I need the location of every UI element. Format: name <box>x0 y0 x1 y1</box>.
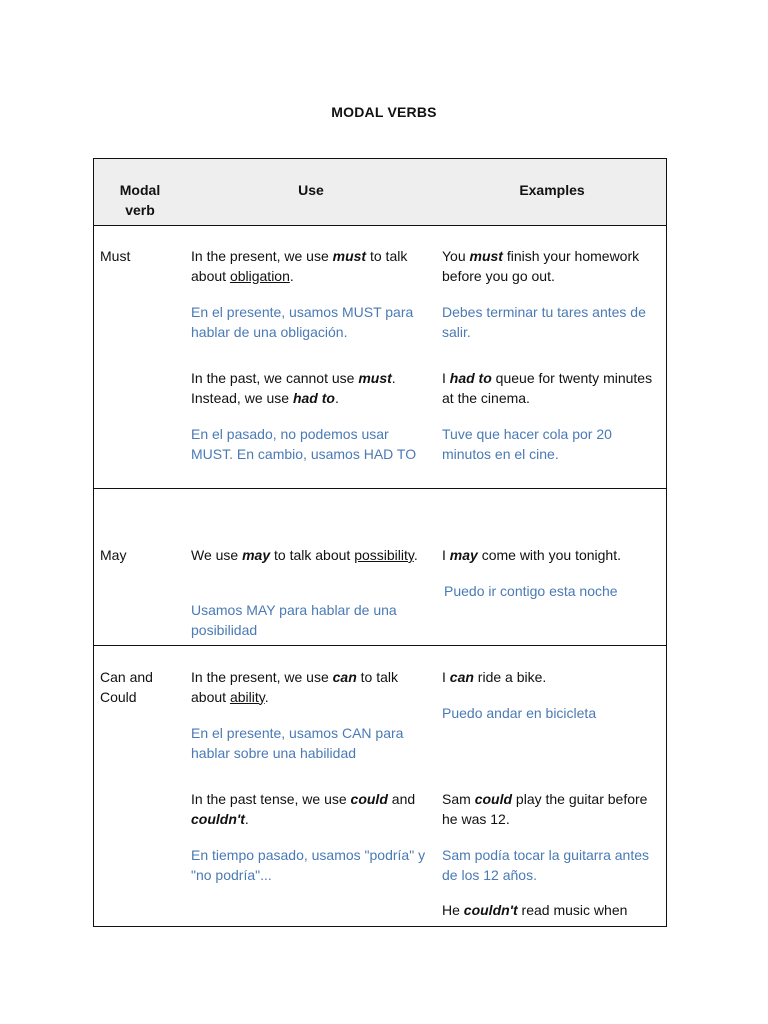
use-must-present-es: En el presente, usamos MUST para hablar de una obligación. <box>191 304 414 340</box>
modal-verbs-table <box>93 158 667 927</box>
use-must-past-es: En el pasado, no podemos usar MUST. En cambio, usamos HAD TO <box>191 426 417 462</box>
example-must-2-es: Tuve que hacer cola por 20 minutos en el cine. <box>442 426 612 462</box>
header-modal-verb-line2: verb <box>125 201 155 218</box>
example-could-2-es: Sam podía tocar la guitarra antes de los 12 años. <box>442 847 650 883</box>
use-must-present: In the present, we use must to talk about obligation. <box>191 248 408 284</box>
use-could-past-es: En tiempo pasado, usamos "podría" y "no podría"... <box>191 847 426 883</box>
example-can-1: I can ride a bike. <box>442 669 547 685</box>
example-could-2: Sam could play the guitar before he was 12. <box>442 791 648 827</box>
example-can-1-es: Puedo andar en bicicleta <box>442 705 597 721</box>
header-modal-verb-line1: Modal <box>119 182 161 198</box>
verb-may: May <box>100 547 127 563</box>
header-modal-verb <box>94 181 186 220</box>
example-must-2: I had to queue for twenty minutes at the cinema. <box>442 370 653 406</box>
example-may-es: Puedo ir contigo esta noche <box>444 583 618 599</box>
example-couldnt-3: He couldn't read music when <box>442 902 628 918</box>
verb-can-could: Can and Could <box>100 669 153 705</box>
use-must-past: In the past, we cannot use must. Instead, we use had to. <box>191 370 396 406</box>
example-must-1: You must finish your homework before you go out. <box>442 248 640 284</box>
example-must-1-es: Debes terminar tu tares antes de salir. <box>442 304 646 340</box>
use-may: We use may to talk about possibility. <box>191 547 418 563</box>
use-may-es: Usamos MAY para hablar de una posibilidad <box>191 602 397 638</box>
verb-must: Must <box>100 248 131 264</box>
table-row-may <box>94 489 666 646</box>
header-use: Use <box>298 182 324 198</box>
use-can-present-es: En el presente, usamos CAN para hablar sobre una habilidad <box>191 725 404 761</box>
page-title: MODAL VERBS <box>331 104 437 120</box>
use-could-past: In the past tense, we use could and couldn't. <box>191 791 416 827</box>
header-examples: Examples <box>519 182 585 198</box>
table-row-must <box>94 226 666 489</box>
example-may: I may come with you tonight. <box>442 547 621 563</box>
table-header <box>94 159 666 226</box>
table-row-can-could <box>94 646 666 927</box>
use-can-present: In the present, we use can to talk about ability. <box>191 669 399 705</box>
